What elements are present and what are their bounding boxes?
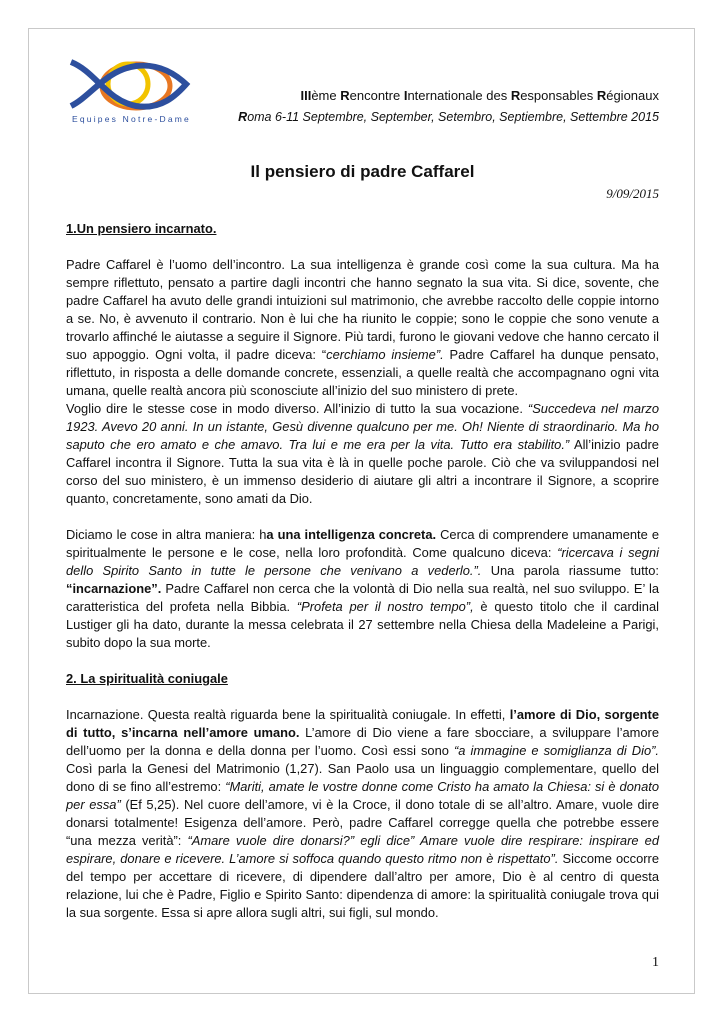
paragraph: [66, 526, 659, 652]
text-run: L’amore di Dio viene a fare sbocciare, a sviluppare l’amore dell’uomo per la donna e della donna per l’uomo. Così essi sono: [66, 725, 659, 758]
paragraph-gap: [66, 688, 659, 706]
text-run: Incarnazione. Questa realtà riguarda bene la spiritualità coniugale. In effetti,: [66, 707, 510, 722]
paragraph: [66, 400, 659, 508]
conference-dates: [238, 110, 659, 124]
conference-title: [300, 88, 659, 103]
text-run: “Profeta per il nostro tempo”,: [296, 599, 474, 614]
paragraph-gap: [66, 652, 659, 670]
heading-line: [66, 670, 659, 688]
document-date: 9/09/2015: [606, 186, 659, 201]
document-title: Il pensiero di padre Caffarel: [250, 162, 475, 181]
text-run: encontre: [349, 88, 404, 103]
text-run: R: [340, 88, 350, 103]
text-run: Padre Caffarel è l’uomo dell’incontro. La sua intelligenza è grande così come la sua cultura. Ma ha sempre riflettuto, pensato a partire dagli incontri che hanno segnato la sua vita. Si dice, sovente, che padre Caffarel ha avuto delle grandi intuizioni sul matrimonio, che avrebbe raccolto delle coppie intorno a se. No, è avvenuto il contrario. Non è lui che ha riunito le coppie; sono le coppie che sono venute a trovarlo affinché le aiutasse a seguire il Signore. Più tardi, furono le giovani vedove che hanno cercato il suo appoggio. Ogni volta, il padre diceva: “: [66, 257, 659, 362]
text-run: ème: [311, 88, 341, 103]
paragraph: [66, 256, 659, 400]
heading-line: [66, 220, 659, 238]
text-run: Padre Caffarel ha dunque pensato, riflettuto, in risposta a delle domande concrete, essenziali, a quelle realtà che accompagnano ogni vita umana, quelle realtà ancora più sconosciute all’inizio del suo ministero di prete.: [66, 347, 659, 398]
section-heading: 2. La spiritualità coniugale: [66, 671, 228, 686]
text-run: a una intelligenza concreta.: [266, 527, 437, 542]
page-number: 1: [652, 955, 659, 970]
text-run: “Amare vuole dire donarsi?” egli dice” Amare vuole dire respirare: inspirare ed espirare, donare e ricevere. L’amore si soffoca quando questo ritmo non è rispettato”.: [66, 833, 659, 866]
text-run: égionaux: [606, 88, 659, 103]
document-body: [66, 220, 659, 922]
logo-caption: Equipes Notre-Dame: [72, 114, 191, 124]
text-run: Padre Caffarel non cerca che la volontà di Dio nella sua realtà, nel suo sviluppo. E’ la caratteristica del profeta nella Bibbia.: [66, 581, 659, 614]
text-run: oma 6-11 Septembre, September, Setembro, Septiembre, Settembre 2015: [247, 110, 659, 124]
text-run: Cerca di comprendere umanamente e spiritualmente le persone e le cose, nella loro profondità. Come qualcuno diceva:: [66, 527, 659, 560]
text-run: “Mariti, amate le vostre donne come Cristo ha amato la Chiesa: si è donato per essa”: [66, 779, 659, 812]
text-run: nternationale des: [407, 88, 511, 103]
text-run: “incarnazione”.: [66, 581, 162, 596]
section-heading: 1.Un pensiero incarnato.: [66, 221, 217, 236]
text-run: I: [403, 88, 408, 103]
text-run: R: [238, 110, 248, 124]
paragraph-gap: [66, 508, 659, 526]
text-run: Diciamo le cose in altra maniera: h: [66, 527, 267, 542]
text-run: “a immagine e somiglianza di Dio”.: [453, 743, 660, 758]
text-run: R: [596, 88, 607, 103]
text-run: R: [510, 88, 521, 103]
text-run: cerchiamo insieme”.: [326, 347, 444, 362]
text-run: Una parola riassume tutto:: [481, 563, 660, 578]
text-run: Voglio dire le stesse cose in modo diverso. All’inizio di tutto la sua vocazione.: [66, 401, 528, 416]
paragraph-gap: [66, 238, 659, 256]
paragraph: [66, 706, 659, 922]
text-run: “Succedeva nel marzo 1923. Avevo 20 anni. In un istante, Gesù divenne qualcuno per me. Oh! Niente di straordinario. Ma ho saputo che ero amato e che amavo. Tra lui e me era per la vita. Tutto era stabilito.”: [66, 401, 659, 452]
text-run: l’amore di Dio, sorgente di tutto, s’incarna nell’amore umano.: [66, 707, 659, 740]
text-run: è questo titolo che il cardinal Lustiger gli ha dato, durante la messa celebrata il 27 settembre nella Chiesa della Madeleine a Parigi, subito dopo la sua morte.: [66, 599, 659, 650]
text-run: (Ef 5,25). Nel cuore dell’amore, vi è la Croce, il dono totale di se all’altro. Amare, vuole dire donarsi totalmente! Esigenza dell’amore. Però, padre Caffarel corregge quella che potrebbe essere “una mezza verità”:: [66, 797, 660, 848]
text-run: esponsables: [520, 88, 597, 103]
text-run: All’inizio padre Caffarel incontra il Signore. Tutta la sua vita è là in quelle poche parole. Ciò che va sviluppandosi nel corso del suo ministero, è un immenso desiderio di aiutare gli altri a incontrare il Signore, a scoprire quanto, concretamente, sono amati da Dio.: [66, 437, 659, 506]
text-run: III: [300, 88, 312, 103]
text-run: Siccome occorre del tempo per accettare di ricevere, di dipendere dall’altro per amore, Dio è al centro di questa relazione, lui che è Padre, Figlio e Spirito Santo: dipendenza di amore: la spiritualità coniugale trova qui la sua sorgente. Essa si apre allora sugli altri, sui figli, sul mondo.: [66, 851, 659, 920]
text-run: Così parla la Genesi del Matrimonio (1,27). San Paolo usa un linguaggio complementare, quello del dono di se fino all’estremo:: [66, 761, 659, 794]
text-run: “ricercava i segni dello Spirito Santo in tutte le persone che venivano a vederlo.”.: [66, 545, 659, 578]
